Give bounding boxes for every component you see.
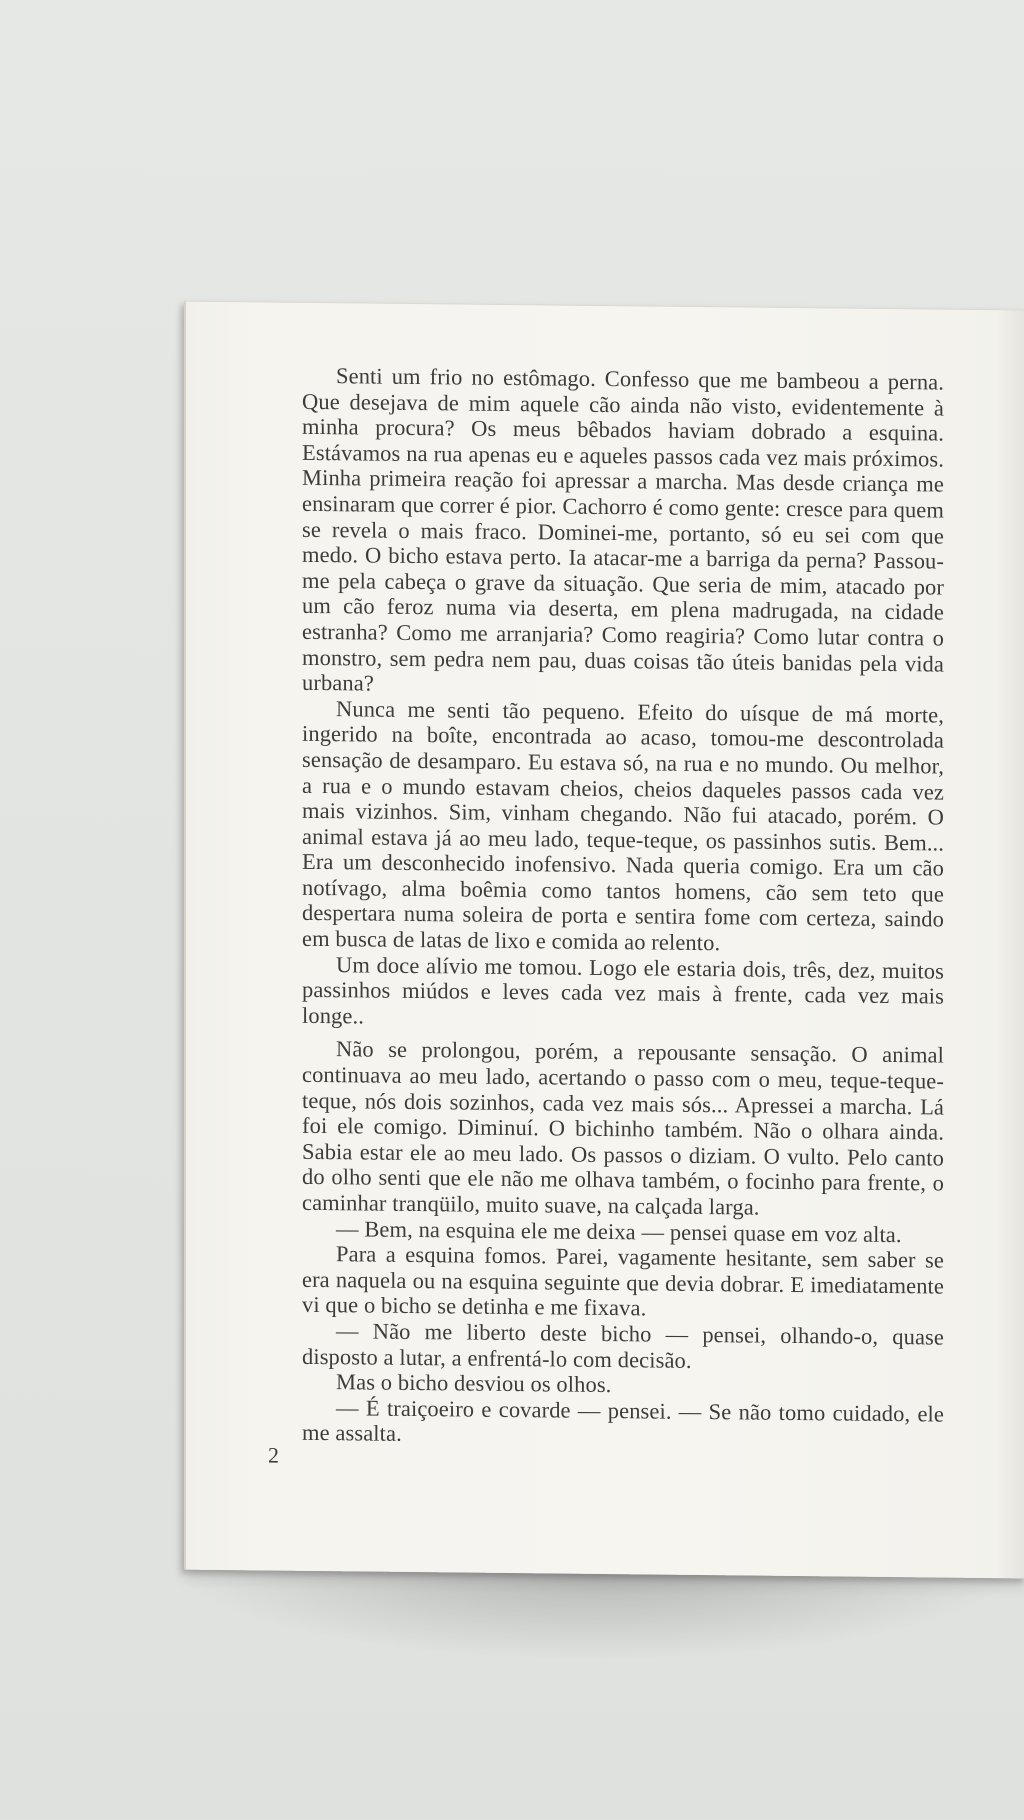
paragraph-8: Mas o bicho desviou os olhos. [336,1369,612,1398]
paragraph-9: — É traiçoeiro e covarde — pensei. — Se não tomo cuidado, ele me assalta. [302,1394,944,1447]
page-text [302,363,944,1453]
paragraph-1: Senti um frio no estômago. Confesso que me bambeou a perna. Que desejava de mim aquele cão ainda não visto, evidentemente à minha procura? Os meus bêbados haviam dobrado a esquina. Estávamos na rua apenas eu e aqueles passos cada vez mais próximos. Minha primeira reação foi apressar a marcha. Mas desde criança me ensinaram que correr é pior. Cachorro é como gente: cresce para quem se revela o mais fraco. Dominei-me, portanto, só eu sei com que medo. O bicho estava perto. Ia atacar-me a barriga da perna? Passou-me pela cabeça o grave da situação. Que seria de mim, atacado por um cão feroz numa via deserta, em plena madrugada, na cidade estranha? Como me arranjaria? Como reagiria? Como lutar contra o monstro, sem pedra nem pau, duas coisas tão úteis banidas pela vida urbana? [302,363,944,696]
paragraph-3: Um doce alívio me tomou. Logo ele estaria dois, três, dez, muitos passinhos miúdos e leves cada vez mais à frente, cada vez mais longe.. [302,951,944,1029]
paragraph-2: Nunca me senti tão pequeno. Efeito do uísque de má morte, ingerido na boîte, encontrada ao acaso, tomou-me descontrolada sensação de desamparo. Eu estava só, na rua e no mundo. Ou melhor, a rua e o mundo estavam cheios, cheios daqueles passos cada vez mais vizinhos. Sim, vinham chegando. Não fui atacado, porém. O animal estava já ao meu lado, teque-teque, os passinhos sutis. Bem... Era um desconhecido inofensivo. Nada queria comigo. Era um cão notívago, alma boêmia como tantos homens, cão sem teto que despertara numa soleira de porta e sentira fome com certeza, saindo em busca de latas de lixo e comida ao relento. [302,695,944,956]
paragraph-5: — Bem, na esquina ele me deixa — pensei quase em voz alta. [336,1215,902,1247]
page-number: 2 [268,1442,279,1468]
paragraph-6: Para a esquina fomos. Parei, vagamente hesitante, sem saber se era naquela ou na esquina seguinte que devia dobrar. E imediatamente vi que o bicho se detinha e me fixava. [302,1241,944,1321]
paragraph-7: — Não me liberto deste bicho — pensei, olhando-o, quase disposto a lutar, a enfrentá-lo com decisão. [302,1318,944,1373]
paragraph-4: Não se prolongou, porém, a repousante sensação. O animal continuava ao meu lado, acertando o passo com o meu, teque-teque-teque, nós dois sozinhos, cada vez mais sós... Apressei a marcha. Lá foi ele comigo. Diminuí. O bichinho também. Não o olhara ainda. Sabia estar ele ao meu lado. Os passos o diziam. O vulto. Pelo canto do olho senti que ele não me olhava também, o focinho para frente, o caminhar tranqüilo, muito suave, na calçada larga. [302,1036,944,1220]
book-page [184,301,1024,1579]
